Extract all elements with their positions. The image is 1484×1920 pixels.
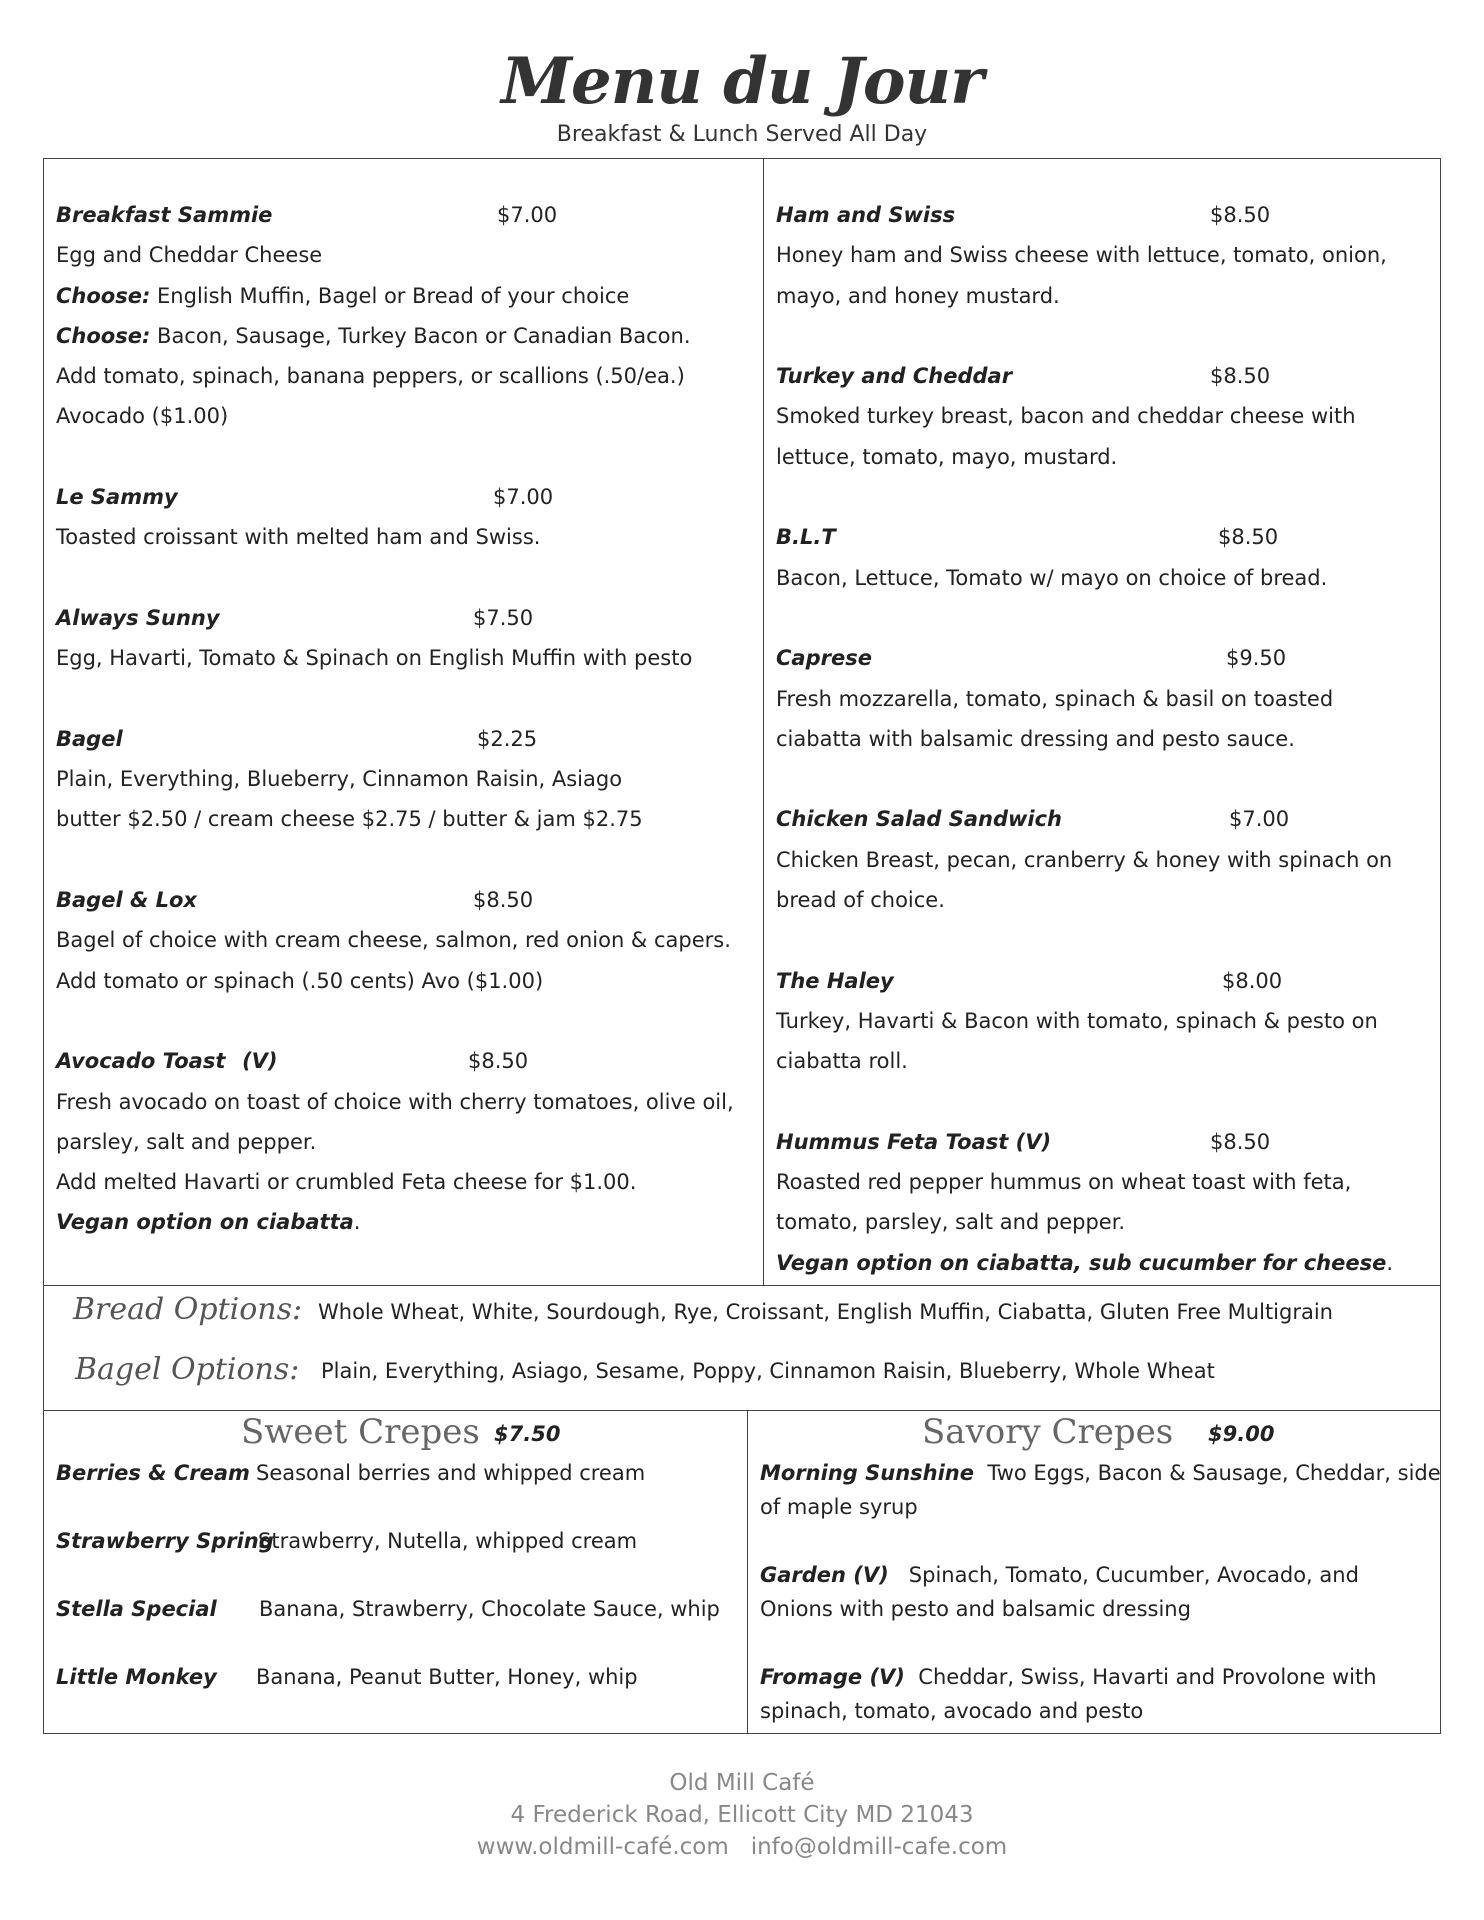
menu-item-chicken-salad: [776, 799, 1436, 839]
item-name: Le Sammy: [56, 485, 178, 510]
menu-item-bagel: [56, 719, 756, 759]
item-name: Chicken Salad Sandwich: [776, 807, 1063, 832]
item-desc: ciabatta with balsamic dressing and pesto sauce.: [776, 726, 1295, 751]
crepe-desc: Banana, Peanut Butter, Honey, whip: [256, 1665, 638, 1689]
item-desc: Plain, Everything, Blueberry, Cinnamon Raisin, Asiago: [56, 767, 623, 792]
page-title: Menu du Jour: [501, 44, 983, 119]
item-desc: Chicken Breast, pecan, cranberry & honey with spinach on: [776, 847, 1393, 872]
right-menu-column: [776, 195, 1436, 1283]
menu-item-avocado-toast: [56, 1041, 756, 1081]
sweet-crepe-item: [56, 1660, 638, 1728]
bread-options-list: Whole Wheat, White, Sourdough, Rye, Croissant, English Muffin, Ciabatta, Gluten Free Multigrain: [318, 1300, 1333, 1324]
item-desc: Honey ham and Swiss cheese with lettuce, tomato, onion,: [776, 243, 1387, 268]
item-price: $8.50: [473, 888, 534, 913]
item-name: Ham and Swiss: [776, 203, 956, 227]
bagel-options-label: Bagel Options:: [75, 1352, 300, 1387]
item-desc: ciabatta roll.: [776, 1049, 908, 1074]
crepe-desc: Spinach, Tomato, Cucumber, Avocado, and: [908, 1563, 1359, 1587]
sweet-crepe-item: [56, 1524, 638, 1592]
menu-item-caprese: [776, 638, 1436, 678]
menu-item-turkey-cheddar: [776, 356, 1436, 396]
item-price: $8.50: [1210, 1129, 1271, 1154]
savory-crepe-list: [760, 1456, 1441, 1762]
item-price: $7.50: [473, 605, 534, 630]
item-choice-1: [56, 276, 756, 316]
item-addons: Add tomato, spinach, banana peppers, or scallions (.50/ea.): [56, 364, 685, 389]
item-name: The Haley: [776, 968, 894, 993]
menu-item-breakfast-sammie: [56, 195, 756, 235]
menu-item-hummus-feta: [776, 1122, 1436, 1162]
choice-text: Bacon, Sausage, Turkey Bacon or Canadian Bacon.: [150, 323, 691, 348]
left-menu-column: [56, 195, 756, 1243]
item-desc: parsley, salt and pepper.: [56, 1129, 317, 1154]
footer-cafe-name: Old Mill Café: [669, 1770, 815, 1796]
crepe-desc-cont: Onions with pesto and balsamic dressing: [760, 1597, 1191, 1621]
savory-crepe-item: [760, 1660, 1430, 1762]
item-price: $8.00: [1222, 968, 1283, 993]
item-price: $7.00: [1229, 807, 1290, 832]
item-price: $8.50: [1218, 525, 1279, 550]
item-desc: Smoked turkey breast, bacon and cheddar cheese with: [776, 404, 1356, 429]
footer-address: 4 Frederick Road, Ellicott City MD 21043: [510, 1802, 974, 1828]
choose-label: Choose:: [56, 323, 151, 348]
sweet-crepe-item: [56, 1456, 646, 1524]
menu-item-bagel-lox: [56, 880, 756, 920]
vegan-note-end: .: [1386, 1250, 1394, 1275]
item-desc: Fresh avocado on toast of choice with cherry tomatoes, olive oil,: [56, 1089, 734, 1114]
crepe-desc-cont: of maple syrup: [760, 1495, 918, 1519]
crepe-name: Little Monkey: [56, 1665, 217, 1689]
vegan-note-text: Vegan option on ciabatta: [56, 1210, 354, 1235]
vegan-note-end: .: [353, 1210, 361, 1235]
crepe-name: Stella Special: [56, 1597, 217, 1621]
crepe-name: Garden (V): [760, 1563, 889, 1587]
item-price: $7.00: [493, 485, 554, 510]
choice-text: English Muffin, Bagel or Bread of your choice: [150, 283, 630, 308]
item-avocado: Avocado ($1.00): [56, 404, 229, 429]
main-column-divider: [763, 158, 764, 1286]
page-subtitle: Breakfast & Lunch Served All Day: [556, 122, 928, 147]
item-price: $8.50: [1210, 203, 1271, 227]
crepe-desc-cont: spinach, tomato, avocado and pesto: [760, 1699, 1144, 1723]
item-name: Bagel: [56, 726, 123, 751]
item-name: Turkey and Cheddar: [776, 364, 1013, 389]
item-desc: Roasted red pepper hummus on wheat toast with feta,: [776, 1170, 1352, 1195]
vegan-note-text: Vegan option on ciabatta, sub cucumber for cheese: [776, 1250, 1387, 1275]
item-price: $8.50: [468, 1049, 529, 1074]
menu-item-le-sammy: [56, 477, 756, 517]
item-desc: mayo, and honey mustard.: [776, 283, 1060, 308]
item-name: B.L.T: [776, 525, 836, 550]
savory-crepe-item: [760, 1558, 1430, 1660]
crepe-desc: Banana, Strawberry, Chocolate Sauce, whip: [259, 1597, 720, 1621]
crepe-desc: Cheddar, Swiss, Havarti and Provolone with: [918, 1665, 1377, 1689]
sweet-crepes-heading: Sweet Crepes: [241, 1412, 480, 1452]
vegan-note: [56, 1202, 756, 1242]
item-desc: Bagel of choice with cream cheese, salmon, red onion & capers.: [56, 928, 731, 953]
item-desc: Fresh mozzarella, tomato, spinach & basil on toasted: [776, 686, 1334, 711]
item-desc: Turkey, Havarti & Bacon with tomato, spinach & pesto on: [776, 1008, 1378, 1033]
bagel-options-list: Plain, Everything, Asiago, Sesame, Poppy, Cinnamon Raisin, Blueberry, Whole Wheat: [321, 1359, 1215, 1383]
vegan-tag: (V): [242, 1049, 278, 1074]
item-desc: tomato, parsley, salt and pepper.: [776, 1210, 1126, 1235]
vegan-note: [776, 1243, 1436, 1283]
crepe-name: Morning Sunshine: [760, 1461, 974, 1485]
item-choice-2: [56, 316, 756, 356]
item-name: Bagel & Lox: [56, 888, 197, 913]
savory-crepes-heading: Savory Crepes: [922, 1412, 1174, 1452]
menu-item-the-haley: [776, 961, 1436, 1001]
item-price: $7.00: [497, 203, 558, 227]
crepe-name: Berries & Cream: [56, 1461, 250, 1485]
item-price: $2.25: [477, 726, 538, 751]
crepe-desc: Seasonal berries and whipped cream: [256, 1461, 646, 1485]
sweet-crepes-price: $7.50: [494, 1422, 561, 1446]
crepe-name: Strawberry Spring: [56, 1529, 274, 1553]
menu-item-always-sunny: [56, 598, 756, 638]
crepe-name: Fromage (V): [760, 1665, 905, 1689]
choose-label: Choose:: [56, 283, 151, 308]
menu-item-blt: [776, 517, 1436, 557]
item-desc: Egg and Cheddar Cheese: [56, 243, 323, 268]
item-name: Breakfast Sammie: [56, 203, 273, 227]
footer-contact: www.oldmill-café.com info@oldmill-cafe.com: [476, 1834, 1008, 1860]
item-desc: Bacon, Lettuce, Tomato w/ mayo on choice of bread.: [776, 565, 1328, 590]
item-desc: bread of choice.: [776, 888, 945, 913]
item-name: Caprese: [776, 646, 872, 671]
item-desc: butter $2.50 / cream cheese $2.75 / butter & jam $2.75: [56, 807, 643, 832]
item-desc: Add melted Havarti or crumbled Feta cheese for $1.00.: [56, 1170, 637, 1195]
item-desc: lettuce, tomato, mayo, mustard.: [776, 444, 1118, 469]
item-price: $8.50: [1210, 364, 1271, 389]
crepes-column-divider: [747, 1410, 748, 1734]
crepe-desc: Strawberry, Nutella, whipped cream: [258, 1529, 638, 1553]
item-name: Hummus Feta Toast (V): [776, 1129, 1052, 1154]
item-name: Avocado Toast: [56, 1049, 226, 1074]
sweet-crepe-item: [56, 1592, 720, 1660]
menu-item-ham-swiss: [776, 195, 1436, 235]
item-desc: Add tomato or spinach (.50 cents) Avo ($1.00): [56, 968, 544, 993]
item-desc: Toasted croissant with melted ham and Swiss.: [56, 525, 541, 550]
sweet-crepe-list: [56, 1456, 720, 1728]
item-name: Always Sunny: [56, 605, 220, 630]
savory-crepes-price: $9.00: [1208, 1422, 1275, 1446]
crepe-desc: Two Eggs, Bacon & Sausage, Cheddar, side: [987, 1461, 1441, 1485]
savory-crepe-item: [760, 1456, 1441, 1558]
item-price: $9.50: [1226, 646, 1287, 671]
item-desc: Egg, Havarti, Tomato & Spinach on English Muffin with pesto: [56, 646, 693, 671]
bread-options-label: Bread Options:: [73, 1292, 303, 1327]
